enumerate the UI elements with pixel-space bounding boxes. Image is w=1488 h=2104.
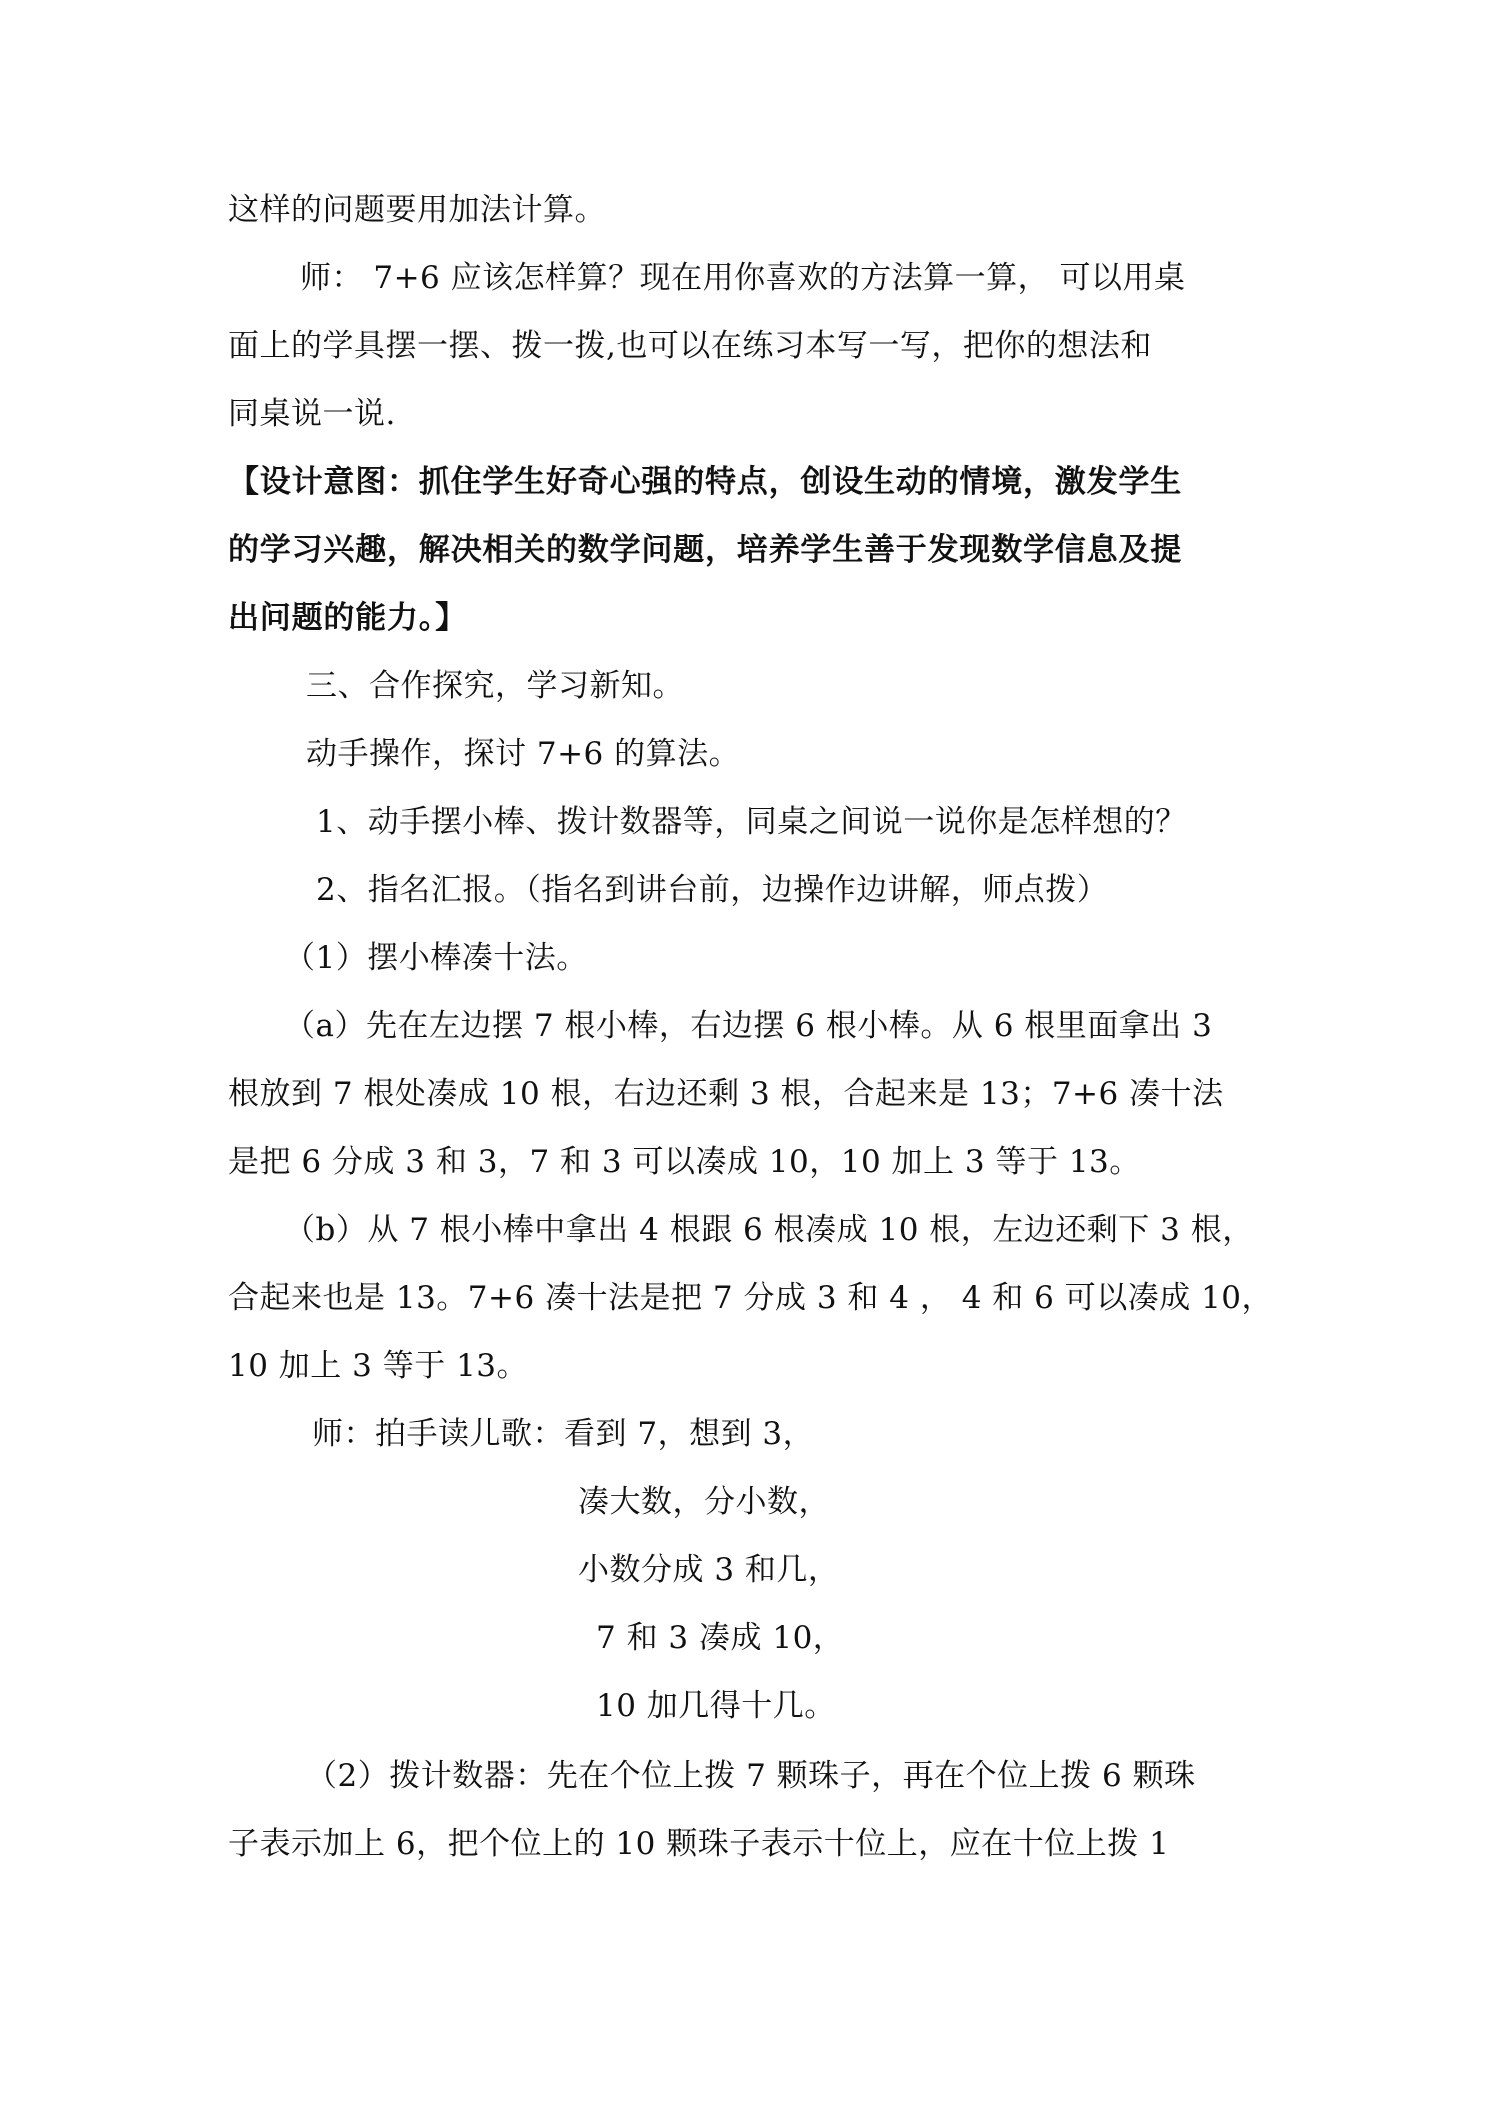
text-line: 合起来也是 13。7+6 凑十法是把 7 分成 3 和 4 ， 4 和 6 可以凑成 10， xyxy=(228,1280,1274,1316)
rhyme-line: 10 加几得十几。 xyxy=(596,1688,836,1724)
text-line: 子表示加上 6，把个位上的 10 颗珠子表示十位上，应在十位上拨 1 xyxy=(228,1826,1170,1862)
text-line: 是把 6 分成 3 和 3，7 和 3 可以凑成 10，10 加上 3 等于 13。 xyxy=(228,1144,1141,1180)
text-line: 1、动手摆小棒、拨计数器等，同桌之间说一说你是怎样想的？ xyxy=(316,804,1187,840)
text-line: 动手操作，探讨 7+6 的算法。 xyxy=(306,736,741,772)
text-line: 师：拍手读儿歌：看到 7，想到 3， xyxy=(312,1416,815,1452)
text-line: 同桌说一说. xyxy=(228,396,396,432)
rhyme-line: 7 和 3 凑成 10， xyxy=(596,1620,845,1656)
text-line: 10 加上 3 等于 13。 xyxy=(228,1348,529,1384)
design-intent-line: 的学习兴趣，解决相关的数学问题，培养学生善于发现数学信息及提 xyxy=(228,532,1182,568)
rhyme-line: 小数分成 3 和几， xyxy=(578,1552,840,1588)
text-line: 面上的学具摆一摆、拨一拨,也可以在练习本写一写，把你的想法和 xyxy=(228,328,1152,364)
text-line: 这样的问题要用加法计算。 xyxy=(228,192,606,228)
text-line: （1）摆小棒凑十法。 xyxy=(284,940,588,976)
text-line: 师： 7+6 应该怎样算？现在用你喜欢的方法算一算， 可以用桌 xyxy=(300,260,1186,296)
design-intent-line: 出问题的能力。】 xyxy=(228,600,467,636)
section-heading: 三、合作探究，学习新知。 xyxy=(306,668,684,704)
rhyme-line: 凑大数，分小数， xyxy=(578,1484,830,1520)
text-line: 根放到 7 根处凑成 10 根，右边还剩 3 根，合起来是 13；7+6 凑十法 xyxy=(228,1076,1224,1112)
design-intent-line: 【设计意图：抓住学生好奇心强的特点，创设生动的情境，激发学生 xyxy=(228,464,1182,500)
text-line: （2）拨计数器：先在个位上拨 7 颗珠子，再在个位上拨 6 颗珠 xyxy=(306,1758,1196,1794)
text-line: 2、指名汇报。（指名到讲台前，边操作边讲解，师点拨） xyxy=(316,872,1109,908)
text-line: （b）从 7 根小棒中拿出 4 根跟 6 根凑成 10 根，左边还剩下 3 根， xyxy=(284,1212,1254,1248)
text-line: （a）先在左边摆 7 根小棒，右边摆 6 根小棒。从 6 根里面拿出 3 xyxy=(284,1008,1213,1044)
